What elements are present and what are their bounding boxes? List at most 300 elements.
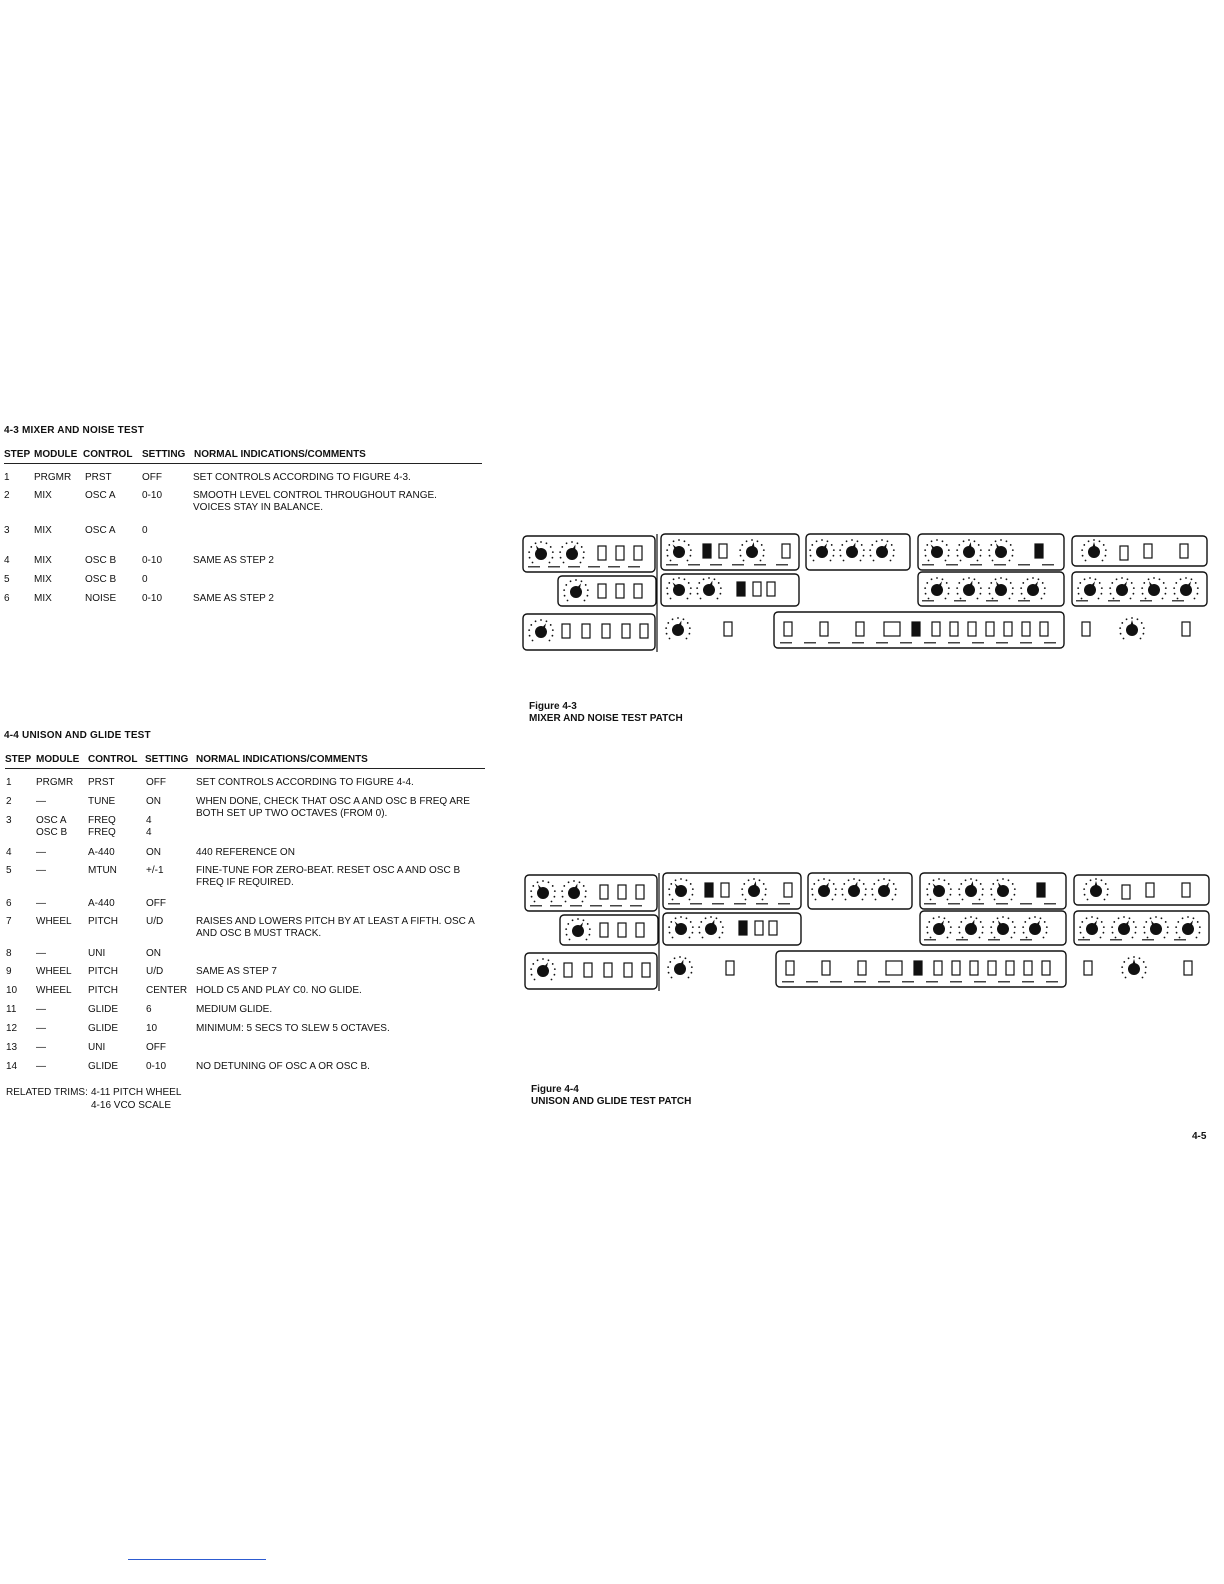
knob-icon <box>666 539 692 561</box>
comment: WHEN DONE, CHECK THAT OSC A AND OSC B FREQ ARE BOTH SET UP TWO OCTAVES (FROM 0). <box>196 796 470 819</box>
knob-icon <box>667 956 693 978</box>
switch-icon <box>1035 544 1043 558</box>
setting: CENTER <box>146 985 188 996</box>
control: PRST <box>88 777 115 788</box>
step: 10 <box>6 985 18 996</box>
setting: U/D <box>146 916 164 927</box>
knob-icon <box>1119 617 1145 639</box>
switch-icon <box>642 963 650 977</box>
comment: SAME AS STEP 2 <box>193 593 274 604</box>
control-label-mark <box>1140 600 1152 602</box>
control: PITCH <box>88 966 118 977</box>
switch-icon <box>634 546 642 560</box>
setting: 0 <box>142 574 148 585</box>
control-label-mark <box>528 566 540 568</box>
switch-icon <box>1006 961 1014 975</box>
switch-icon <box>1184 961 1192 975</box>
switch-icon <box>1037 883 1045 897</box>
switch-icon <box>703 544 711 558</box>
control-label-mark <box>1020 903 1032 905</box>
control-label-mark <box>780 642 792 644</box>
control-label-mark <box>776 564 788 566</box>
knob-icon <box>990 878 1016 900</box>
control-label-mark <box>1020 642 1032 644</box>
knob-icon <box>988 539 1014 561</box>
step: 1 <box>6 777 12 788</box>
switch-icon <box>562 624 570 638</box>
setting: 4 4 <box>146 815 152 838</box>
knob-icon <box>1109 577 1135 599</box>
control-label-mark <box>950 981 962 983</box>
control-label-mark <box>756 903 768 905</box>
control-label-mark <box>878 981 890 983</box>
step: 4 <box>4 555 10 566</box>
control-label-mark <box>1110 939 1122 941</box>
header-module: MODULE <box>36 754 80 765</box>
switch-icon <box>769 921 777 935</box>
display-icon <box>886 961 902 975</box>
knob-icon <box>841 878 867 900</box>
knob-icon <box>563 579 589 601</box>
comment: MEDIUM GLIDE. <box>196 1004 273 1015</box>
control-label-mark <box>1046 981 1058 983</box>
trim-item: 4-16 VCO SCALE <box>91 1100 172 1111</box>
switch-icon <box>640 624 648 638</box>
knob-icon <box>696 577 722 599</box>
control-label-mark <box>710 564 722 566</box>
control-label-mark <box>924 939 936 941</box>
control-label-mark <box>852 642 864 644</box>
switch-icon <box>705 883 713 897</box>
module: PRGMR <box>34 472 72 483</box>
knob-icon <box>565 918 591 940</box>
switch-icon <box>1180 544 1188 558</box>
control: A-440 <box>88 898 115 909</box>
knob-icon <box>528 541 554 563</box>
control-label-mark <box>974 981 986 983</box>
comment: SAME AS STEP 2 <box>193 555 274 566</box>
switch-icon <box>622 624 630 638</box>
setting: 10 <box>146 1023 158 1034</box>
figure-label: Figure 4-3 <box>529 701 577 712</box>
control-label-mark <box>688 564 700 566</box>
control-label-mark <box>972 903 984 905</box>
switch-icon <box>616 546 624 560</box>
switch-icon <box>634 584 642 598</box>
control: TUNE <box>88 796 116 807</box>
control-label-mark <box>922 600 934 602</box>
switch-icon <box>1146 883 1154 897</box>
module: PRGMR <box>36 777 74 788</box>
switch-icon <box>1082 622 1090 636</box>
knob-icon <box>1141 577 1167 599</box>
switch-icon <box>1004 622 1012 636</box>
knob-icon <box>668 916 694 938</box>
figure-4-4-panel <box>522 867 1214 995</box>
module: WHEEL <box>36 966 72 977</box>
module: WHEEL <box>36 916 72 927</box>
knob-icon <box>958 916 984 938</box>
switch-icon <box>600 923 608 937</box>
knob-icon <box>958 878 984 900</box>
header-comments: NORMAL INDICATIONS/COMMENTS <box>196 754 368 765</box>
knob-icon <box>698 916 724 938</box>
control-label-mark <box>924 642 936 644</box>
header-module: MODULE <box>34 449 78 460</box>
control-label-mark <box>1042 564 1054 566</box>
control: A-440 <box>88 847 115 858</box>
module: — <box>36 796 46 807</box>
control-label-mark <box>1076 600 1088 602</box>
control-label-mark <box>732 564 744 566</box>
comment: SET CONTROLS ACCORDING TO FIGURE 4-4. <box>196 777 414 788</box>
switch-icon <box>986 622 994 636</box>
switch-icon <box>912 622 920 636</box>
setting: 0-10 <box>146 1061 167 1072</box>
module: MIX <box>34 490 52 501</box>
control: UNI <box>88 948 106 959</box>
trim-item: 4-11 PITCH WHEEL <box>91 1087 182 1098</box>
control: OSC A <box>85 490 116 501</box>
switch-icon <box>952 961 960 975</box>
switch-icon <box>1022 622 1030 636</box>
control-label-mark <box>588 566 600 568</box>
control-label-mark <box>986 600 998 602</box>
setting: 0-10 <box>142 490 163 501</box>
step: 5 <box>4 574 10 585</box>
figure-caption: UNISON AND GLIDE TEST PATCH <box>531 1096 692 1107</box>
knob-icon <box>665 617 691 639</box>
control: NOISE <box>85 593 117 604</box>
related-trims <box>6 1087 206 1115</box>
control-label-mark <box>778 903 790 905</box>
control-label-mark <box>948 642 960 644</box>
comment: SAME AS STEP 7 <box>196 966 277 977</box>
switch-icon <box>968 622 976 636</box>
table-4-4-header <box>5 754 485 769</box>
module: MIX <box>34 574 52 585</box>
switch-icon <box>1182 622 1190 636</box>
switch-icon <box>739 921 747 935</box>
control-label-mark <box>830 981 842 983</box>
switch-icon <box>624 963 632 977</box>
control-label-mark <box>1108 600 1120 602</box>
knob-icon <box>1175 916 1201 938</box>
control-label-mark <box>804 642 816 644</box>
knob-icon <box>869 539 895 561</box>
comment: RAISES AND LOWERS PITCH BY AT LEAST A FIFTH. OSC A AND OSC B MUST TRACK. <box>196 916 475 939</box>
switch-icon <box>970 961 978 975</box>
switch-icon <box>784 622 792 636</box>
header-step: STEP <box>5 754 32 765</box>
comment: SET CONTROLS ACCORDING TO FIGURE 4-3. <box>193 472 411 483</box>
module: — <box>36 898 46 909</box>
knob-icon <box>809 539 835 561</box>
control: OSC A <box>85 525 116 536</box>
figure-4-4-caption <box>531 1084 691 1108</box>
knob-icon <box>926 916 952 938</box>
comment: MINIMUM: 5 SECS TO SLEW 5 OCTAVES. <box>196 1023 390 1034</box>
control-label-mark <box>1020 939 1032 941</box>
switch-icon <box>782 544 790 558</box>
knob-icon <box>1121 956 1147 978</box>
step: 3 <box>4 525 10 536</box>
switch-icon <box>822 961 830 975</box>
switch-icon <box>755 921 763 935</box>
comment: HOLD C5 AND PLAY C0. NO GLIDE. <box>196 985 362 996</box>
control-label-mark <box>568 566 580 568</box>
module: — <box>36 1004 46 1015</box>
switch-icon <box>753 582 761 596</box>
module: — <box>36 1061 46 1072</box>
switch-icon <box>1122 885 1130 899</box>
display-icon <box>884 622 900 636</box>
control-label-mark <box>828 642 840 644</box>
setting: +/-1 <box>146 865 164 876</box>
comment: SMOOTH LEVEL CONTROL THROUGHOUT RANGE. VOICES STAY IN BALANCE. <box>193 490 437 513</box>
setting: 0-10 <box>142 593 163 604</box>
control-label-mark <box>854 981 866 983</box>
control-label-mark <box>1044 642 1056 644</box>
switch-icon <box>856 622 864 636</box>
knob-icon <box>530 880 556 902</box>
module: MIX <box>34 555 52 566</box>
switch-icon <box>604 963 612 977</box>
figure-caption: MIXER AND NOISE TEST PATCH <box>529 713 683 724</box>
control-label-mark <box>996 642 1008 644</box>
synth-panel-diagram <box>522 867 1214 995</box>
control-label-mark <box>996 903 1008 905</box>
switch-icon <box>1182 883 1190 897</box>
step: 13 <box>6 1042 18 1053</box>
control-label-mark <box>806 981 818 983</box>
switch-icon <box>1084 961 1092 975</box>
switch-icon <box>950 622 958 636</box>
control-label-mark <box>900 642 912 644</box>
knob-icon <box>1111 916 1137 938</box>
control-label-mark <box>902 981 914 983</box>
switch-icon <box>737 582 745 596</box>
knob-icon <box>741 878 767 900</box>
related-trims-label: RELATED TRIMS: <box>6 1087 88 1098</box>
knob-icon <box>528 619 554 641</box>
control: UNI <box>88 1042 106 1053</box>
control-label-mark <box>922 564 934 566</box>
header-setting: SETTING <box>142 449 186 460</box>
switch-icon <box>784 883 792 897</box>
switch-icon <box>719 544 727 558</box>
control-label-mark <box>954 600 966 602</box>
switch-icon <box>786 961 794 975</box>
switch-icon <box>1042 961 1050 975</box>
control-label-mark <box>1022 981 1034 983</box>
step: 2 <box>6 796 12 807</box>
control-label-mark <box>994 564 1006 566</box>
table-4-3-header <box>4 449 482 464</box>
control: GLIDE <box>88 1004 119 1015</box>
footer-rule <box>128 1559 266 1560</box>
switch-icon <box>598 584 606 598</box>
switch-icon <box>1024 961 1032 975</box>
knob-icon <box>559 541 585 563</box>
section-4-3-title: 4-3 MIXER AND NOISE TEST <box>4 425 145 436</box>
setting: 6 <box>146 1004 152 1015</box>
setting: OFF <box>142 472 162 483</box>
control-label-mark <box>948 903 960 905</box>
switch-icon <box>636 885 644 899</box>
knob-icon <box>990 916 1016 938</box>
step: 8 <box>6 948 12 959</box>
control-label-mark <box>608 566 620 568</box>
step: 11 <box>6 1004 17 1015</box>
switch-icon <box>618 885 626 899</box>
switch-icon <box>1040 622 1048 636</box>
step: 12 <box>6 1023 18 1034</box>
control-label-mark <box>690 903 702 905</box>
step: 6 <box>6 898 12 909</box>
knob-icon <box>1020 577 1046 599</box>
control-label-mark <box>972 642 984 644</box>
step: 6 <box>4 593 10 604</box>
knob-icon <box>1143 916 1169 938</box>
knob-icon <box>988 577 1014 599</box>
knob-icon <box>668 878 694 900</box>
step: 7 <box>6 916 12 927</box>
switch-icon <box>724 622 732 636</box>
control-label-mark <box>550 905 562 907</box>
control: PITCH <box>88 916 118 927</box>
switch-icon <box>636 923 644 937</box>
switch-icon <box>582 624 590 638</box>
control-label-mark <box>548 566 560 568</box>
knob-icon <box>666 577 692 599</box>
figure-4-3-caption <box>529 701 683 725</box>
control-label-mark <box>570 905 582 907</box>
knob-icon <box>956 539 982 561</box>
setting: ON <box>146 948 161 959</box>
comment: NO DETUNING OF OSC A OR OSC B. <box>196 1061 370 1072</box>
knob-icon <box>924 539 950 561</box>
switch-icon <box>600 885 608 899</box>
control-label-mark <box>1044 903 1056 905</box>
synth-panel-diagram <box>520 528 1212 656</box>
setting: U/D <box>146 966 164 977</box>
knob-icon <box>956 577 982 599</box>
control-label-mark <box>970 564 982 566</box>
module: MIX <box>34 593 52 604</box>
setting: 0-10 <box>142 555 163 566</box>
switch-icon <box>1120 546 1128 560</box>
comment: FINE-TUNE FOR ZERO-BEAT. RESET OSC A AND OSC B FREQ IF REQUIRED. <box>196 865 461 888</box>
step: 14 <box>6 1061 18 1072</box>
switch-icon <box>598 546 606 560</box>
control-label-mark <box>924 903 936 905</box>
setting: 0 <box>142 525 148 536</box>
module: — <box>36 1042 46 1053</box>
setting: OFF <box>146 777 166 788</box>
header-control: CONTROL <box>83 449 133 460</box>
control-label-mark <box>1142 939 1154 941</box>
control: GLIDE <box>88 1061 119 1072</box>
knob-icon <box>1077 577 1103 599</box>
switch-icon <box>564 963 572 977</box>
control-label-mark <box>1174 939 1186 941</box>
header-setting: SETTING <box>145 754 189 765</box>
control-label-mark <box>876 642 888 644</box>
switch-icon <box>914 961 922 975</box>
step: 5 <box>6 865 12 876</box>
control-label-mark <box>926 981 938 983</box>
control-label-mark <box>610 905 622 907</box>
module: OSC A OSC B <box>36 815 68 838</box>
control-label-mark <box>956 939 968 941</box>
control-label-mark <box>782 981 794 983</box>
header-control: CONTROL <box>88 754 138 765</box>
knob-icon <box>1083 878 1109 900</box>
knob-icon <box>1173 577 1199 599</box>
control-label-mark <box>734 903 746 905</box>
module: WHEEL <box>36 985 72 996</box>
knob-icon <box>1079 916 1105 938</box>
control-label-mark <box>1018 564 1030 566</box>
knob-icon <box>1022 916 1048 938</box>
knob-icon <box>871 878 897 900</box>
control: PITCH <box>88 985 118 996</box>
switch-icon <box>721 883 729 897</box>
control-label-mark <box>628 566 640 568</box>
setting: ON <box>146 796 161 807</box>
control-label-mark <box>668 903 680 905</box>
control-label-mark <box>630 905 642 907</box>
step: 9 <box>6 966 12 977</box>
switch-icon <box>932 622 940 636</box>
control-label-mark <box>998 981 1010 983</box>
control-label-mark <box>590 905 602 907</box>
switch-icon <box>767 582 775 596</box>
control: GLIDE <box>88 1023 119 1034</box>
switch-icon <box>934 961 942 975</box>
module: — <box>36 865 46 876</box>
switch-icon <box>616 584 624 598</box>
knob-icon <box>739 539 765 561</box>
switch-icon <box>1144 544 1152 558</box>
knob-icon <box>530 958 556 980</box>
control-label-mark <box>712 903 724 905</box>
module: — <box>36 948 46 959</box>
control-label-mark <box>530 905 542 907</box>
step: 3 <box>6 815 12 826</box>
control-label-mark <box>988 939 1000 941</box>
module: — <box>36 847 46 858</box>
knob-icon <box>839 539 865 561</box>
switch-icon <box>602 624 610 638</box>
switch-icon <box>726 961 734 975</box>
header-step: STEP <box>4 449 31 460</box>
step: 4 <box>6 847 12 858</box>
control: OSC B <box>85 555 117 566</box>
switch-icon <box>858 961 866 975</box>
knob-icon <box>811 878 837 900</box>
control: OSC B <box>85 574 117 585</box>
knob-icon <box>1081 539 1107 561</box>
setting: OFF <box>146 898 166 909</box>
knob-icon <box>924 577 950 599</box>
switch-icon <box>584 963 592 977</box>
knob-icon <box>561 880 587 902</box>
control-label-mark <box>754 564 766 566</box>
page-number: 4-5 <box>1192 1131 1207 1142</box>
section-4-4-title: 4-4 UNISON AND GLIDE TEST <box>4 730 151 741</box>
